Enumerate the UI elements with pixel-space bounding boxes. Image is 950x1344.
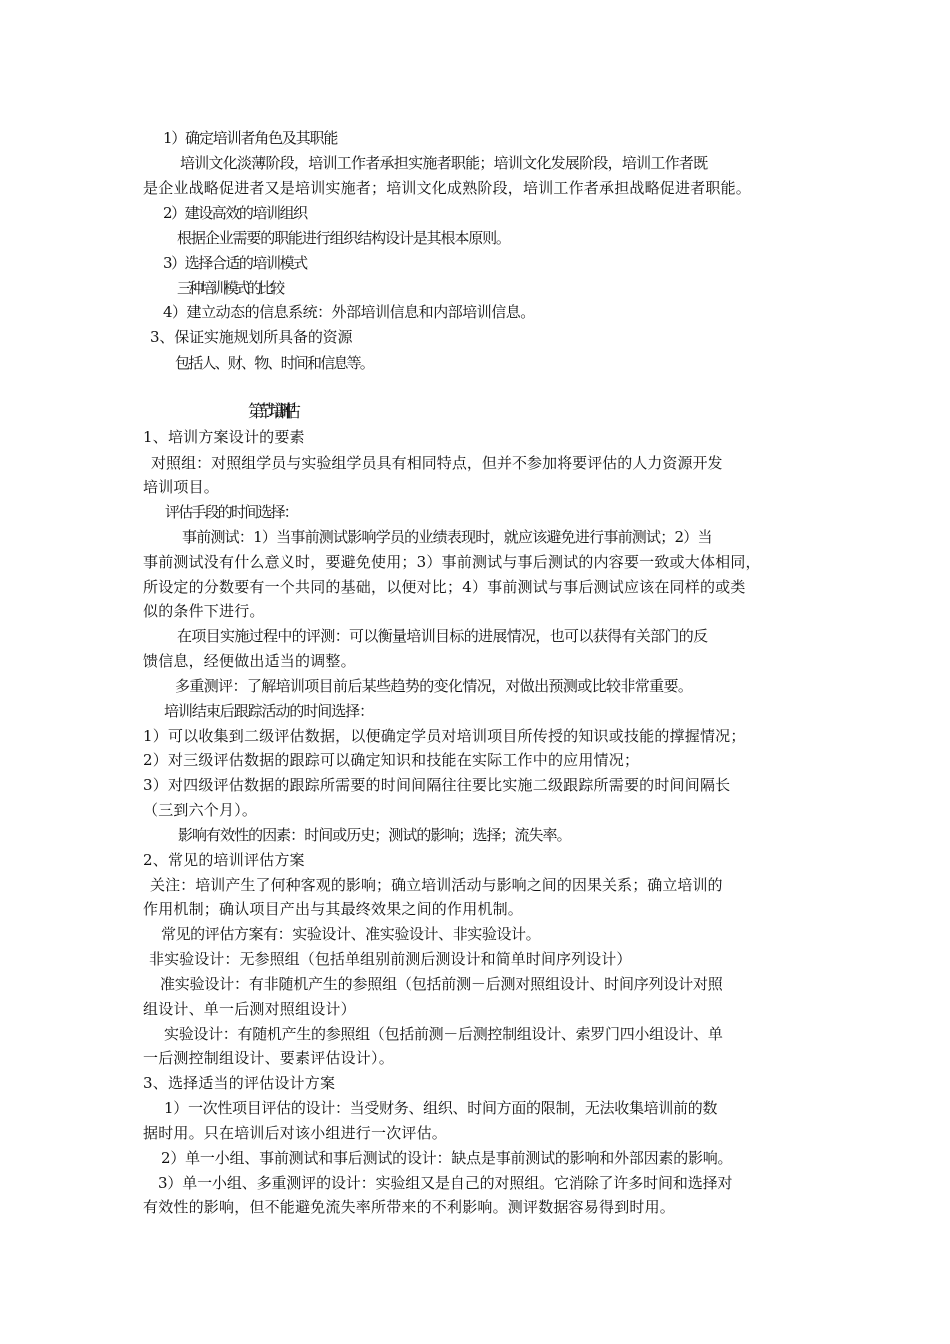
text-line: 作用机制；确认项目产出与其最终效果之间的作用机制。 <box>143 900 524 918</box>
text-line: 2、常见的培训评估方案 <box>143 851 305 869</box>
text-line: 2）对三级评估数据的跟踪可以确定知识和技能在实际工作中的应用情况； <box>143 751 640 769</box>
text-line: 所设定的分数要有一个共同的基础，以便对比；4）事前测试与事后测试应该在同样的或类 <box>143 578 746 596</box>
text-line: 4）建立动态的信息系统：外部培训信息和内部培训信息。 <box>163 303 535 321</box>
text-line: 事前测试没有什么意义时，要避免使用；3）事前测试与事后测试的内容要一致或大体相同， <box>143 553 761 571</box>
text-line: 多重测评：了解培训项目前后某些趋势的变化情况，对做出预测或比较非常重要。 <box>175 677 693 695</box>
text-line: 一后测控制组设计、要素评估设计）。 <box>143 1049 394 1067</box>
text-line: 准实验设计：有非随机产生的参照组（包括前测－后测对照组设计、时间序列设计对照 <box>160 975 723 993</box>
text-line: 3、保证实施规划所具备的资源 <box>150 328 353 346</box>
section-heading: 第三节 培训评估 <box>248 402 289 422</box>
text-line: 影响有效性的因素：时间或历史；测试的影响；选择；流失率。 <box>178 826 571 844</box>
text-line: 对照组：对照组学员与实验组学员具有相同特点，但并不参加将要评估的人力资源开发 <box>151 454 723 472</box>
text-line: 3、选择适当的评估设计方案 <box>143 1074 336 1092</box>
text-line: 培训文化淡薄阶段，培训工作者承担实施者职能；培训文化发展阶段，培训工作者既 <box>180 154 708 172</box>
text-line: 根据企业需要的职能进行组织结构设计是其根本原则。 <box>177 229 510 247</box>
text-line: （三到六个月）。 <box>143 801 258 819</box>
text-line: 事前测试：1）当事前测试影响学员的业绩表现时，就应该避免进行事前测试；2）当 <box>182 528 712 546</box>
text-line: 3）单一小组、多重测评的设计：实验组又是自己的对照组。它消除了许多时间和选择对 <box>158 1174 733 1192</box>
text-line: 培训结束后跟踪活动的时间选择： <box>164 702 374 720</box>
text-line: 培训项目。 <box>143 478 220 496</box>
text-line: 实验设计：有随机产生的参照组（包括前测－后测控制组设计、索罗门四小组设计、单 <box>164 1025 723 1043</box>
text-line: 1、培训方案设计的要素 <box>143 428 305 446</box>
text-line: 组设计、单一后测对照组设计） <box>143 1000 356 1018</box>
text-line: 包括人、财、物、时间和信息等。 <box>175 354 374 372</box>
text-line: 2）建设高效的培训组织 <box>163 204 307 222</box>
text-line: 3）选择合适的培训模式 <box>163 254 307 272</box>
text-line: 1）确定培训者角色及其职能 <box>163 129 338 147</box>
text-line: 评估手段的时间选择： <box>165 503 298 521</box>
text-line: 3）对四级评估数据的跟踪所需要的时间间隔往往要比实施二级跟踪所需要的时间间隔长 <box>143 776 731 794</box>
text-line: 常见的评估方案有：实验设计、准实验设计、非实验设计。 <box>161 925 541 943</box>
text-line: 三种培训模式的比较 <box>177 279 282 297</box>
text-line: 关注：培训产生了何种客观的影响；确立培训活动与影响之间的因果关系；确立培训的 <box>150 876 723 894</box>
text-line: 1）可以收集到二级评估数据，以便确定学员对培训项目所传授的知识或技能的撑握情况； <box>143 727 746 745</box>
text-line: 在项目实施过程中的评测：可以衡量培训目标的进展情况，也可以获得有关部门的反 <box>177 627 708 645</box>
text-line: 是企业战略促进者又是培训实施者；培训文化成熟阶段，培训工作者承担战略促进者职能。 <box>143 179 752 197</box>
text-line: 1）一次性项目评估的设计：当受财务、组织、时间方面的限制，无法收集培训前的数 <box>164 1099 718 1117</box>
text-line: 有效性的影响，但不能避免流失率所带来的不利影响。测评数据容易得到时用。 <box>143 1198 676 1216</box>
text-line: 馈信息，经便做出适当的调整。 <box>143 652 356 670</box>
text-line: 非实验设计：无参照组（包括单组别前测后测设计和简单时间序列设计） <box>149 950 632 968</box>
text-line: 似的条件下进行。 <box>143 602 265 620</box>
text-line: 2）单一小组、事前测试和事后测试的设计：缺点是事前测试的影响和外部因素的影响。 <box>161 1149 733 1167</box>
text-line: 据时用。只在培训后对该小组进行一次评估。 <box>143 1124 448 1142</box>
